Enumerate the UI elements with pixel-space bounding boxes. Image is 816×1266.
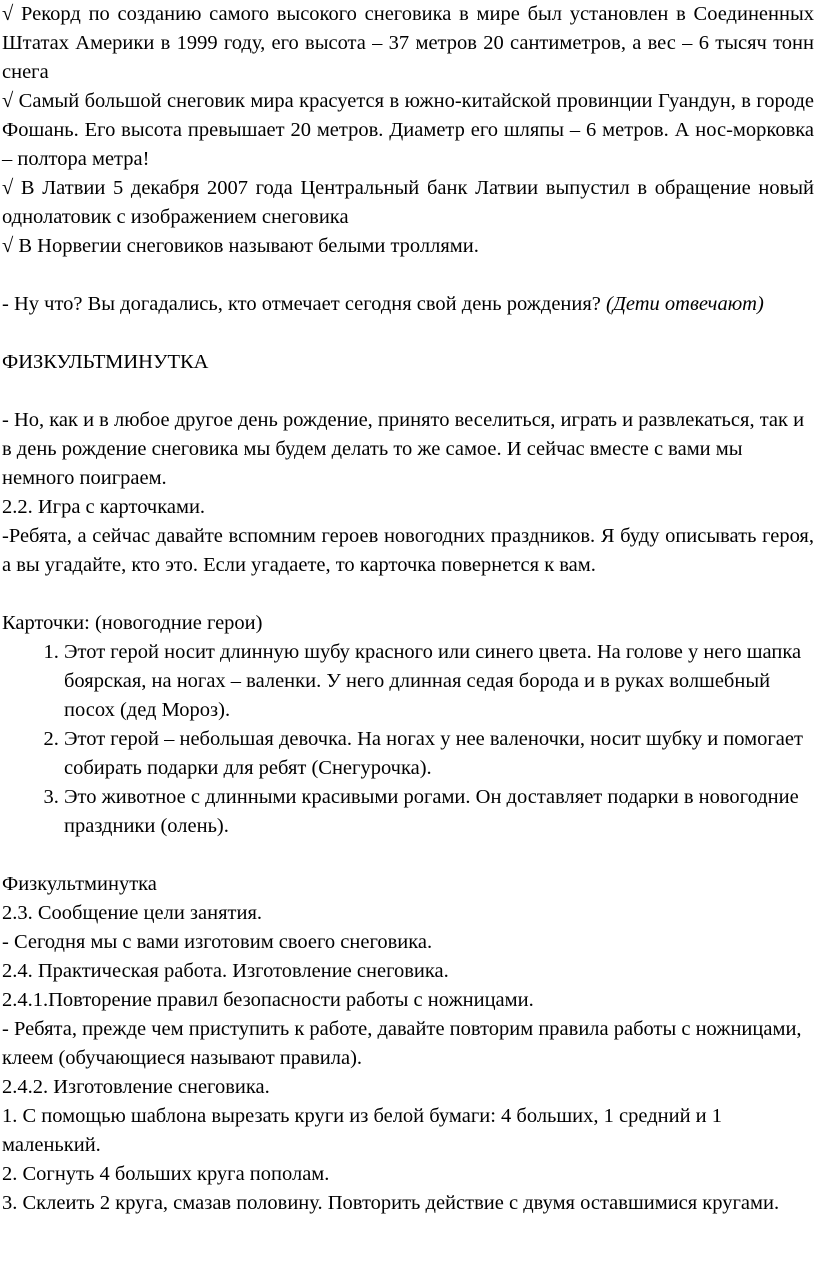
fact-paragraph: √ В Латвии 5 декабря 2007 года Центральный банк Латвии выпустил в обращение новый однолатовик с изображением снеговика [2,177,814,228]
spacer [2,319,814,348]
text-line: 3. Склеить 2 круга, смазав половину. Повторить действие с двумя оставшимися кругами. [2,1192,780,1214]
game-paragraph: -Ребята, а сейчас давайте вспомним героев новогодних праздников. Я буду описывать героя, а вы угадайте, кто это. Если угадаете, то карточка повернется к вам. [2,525,814,576]
fact-paragraph: √ В Норвегии снеговиков называют белыми троллями. [2,235,479,257]
spacer [2,377,814,406]
section-heading: ФИЗКУЛЬТМИНУТКА [2,351,209,373]
text-line: 2.4.1.Повторение правил безопасности работы с ножницами. [2,989,534,1011]
list-item: 2. Этот герой – небольшая девочка. На ногах у нее валеночки, носит шубку и помогает собирать подарки для ребят (Снегурочка). [64,725,814,783]
question-text: - Ну что? Вы догадались, кто отмечает сегодня свой день рождения? [2,293,607,315]
question-paragraph [2,290,814,319]
spacer [2,580,814,609]
spacer [2,261,814,290]
fact-paragraph: √ Рекорд по созданию самого высокого снеговика в мире был установлен в Соединенных Штатах Америки в 1999 году, его высота – 37 метров 20 сантиметров, а вес – 6 тысяч тонн снега [2,3,814,83]
game-title: 2.2. Игра с карточками. [2,496,206,518]
text-line: - Ребята, прежде чем приступить к работе, давайте повторим правила работы с ножницами, клеем (обучающиеся называют правила). [2,1018,802,1069]
intro-paragraph: - Но, как и в любое другое день рождение, принято веселиться, играть и развлекаться, так и в день рождение снеговика мы будем делать то же самое. И сейчас вместе с вами мы немного поиграем. [2,409,805,489]
text-line: Физкультминутка [2,873,157,895]
list-item: 3. Это животное с длинными красивыми рогами. Он доставляет подарки в новогодние праздники (олень). [64,783,814,841]
text-line: 1. С помощью шаблона вырезать круги из белой бумаги: 4 больших, 1 средний и 1 маленький. [2,1105,723,1156]
text-line: 2.4.2. Изготовление снеговика. [2,1076,270,1098]
text-line: 2.4. Практическая работа. Изготовление снеговика. [2,960,449,982]
text-line: - Сегодня мы с вами изготовим своего снеговика. [2,931,433,953]
text-line: 2.3. Сообщение цели занятия. [2,902,263,924]
fact-paragraph: √ Самый большой снеговик мира красуется в южно-китайской провинции Гуандун, в городе Фошань. Его высота превышает 20 метров. Диаметр его шляпы – 6 метров. А нос-морковка – полтора метра! [2,90,814,170]
question-note: (Дети отвечают) [606,293,764,315]
text-line: 2. Согнуть 4 больших круга пополам. [2,1163,330,1185]
spacer [2,841,814,870]
list-item: 1. Этот герой носит длинную шубу красного или синего цвета. На голове у него шапка боярская, на ногах – валенки. У него длинная седая борода и в руках волшебный посох (дед Мороз). [64,638,814,725]
cards-title: Карточки: (новогодние герои) [2,612,263,634]
cards-list [2,638,814,841]
